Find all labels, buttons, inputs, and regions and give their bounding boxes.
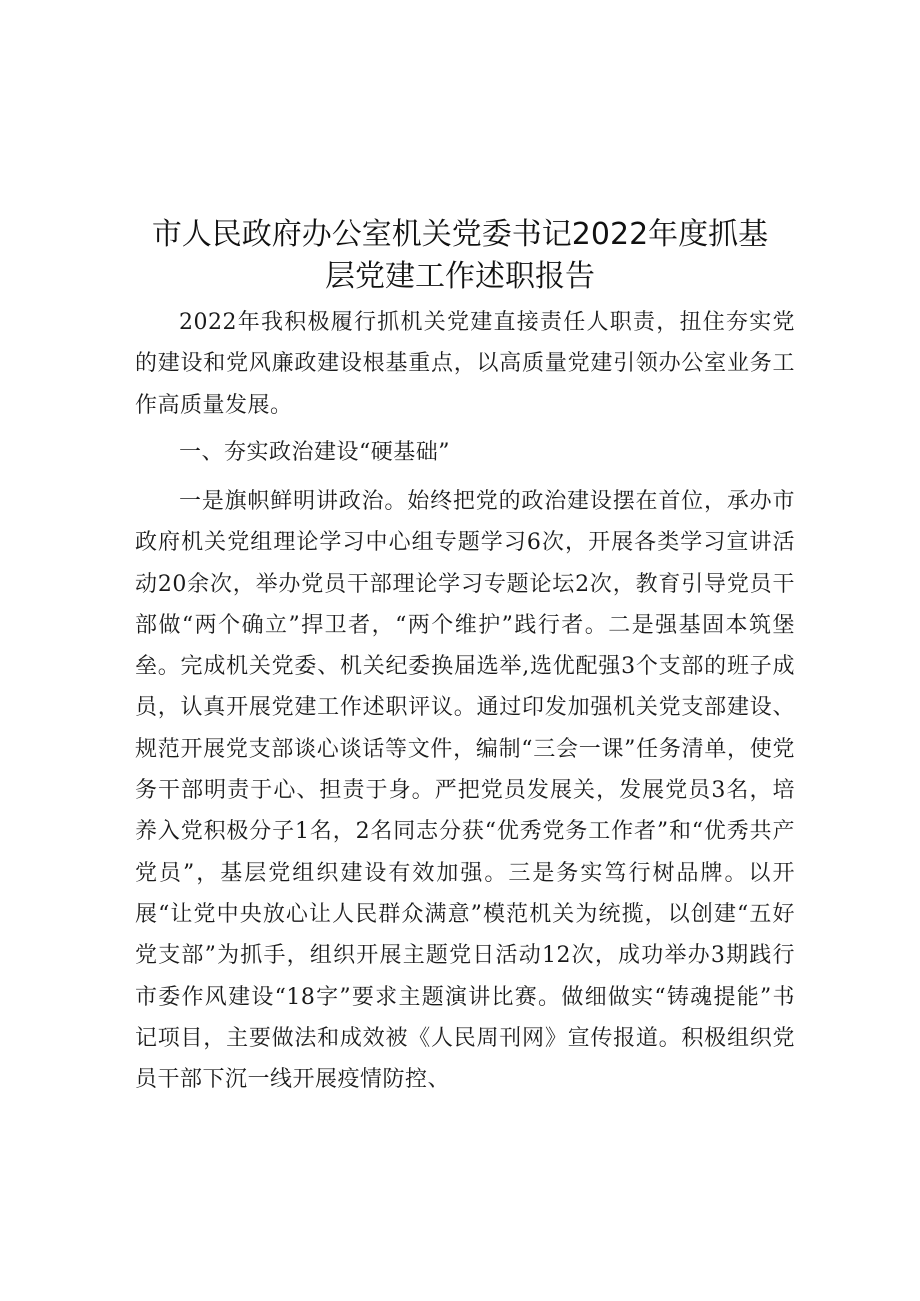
document-title-line-2: 层党建工作述职报告: [325, 259, 595, 294]
intro-paragraph: 2022年我积极履行抓机关党建直接责任人职责，扭住夯实党的建设和党风廉政建设根基重点，以高质量党建引领办公室业务工作高质量发展。: [135, 310, 795, 418]
section-1-heading: 一、夯实政治建设“硬基础”: [179, 440, 450, 465]
section-1-body: 一是旗帜鲜明讲政治。始终把党的政治建设摆在首位，承办市政府机关党组理论学习中心组专题学习6次，开展各类学习宣讲活动20余次，举办党员干部理论学习专题论坛2次，教育引导党员干部做“两个确立”捍卫者，“两个维护”践行者。二是强基固本筑堡垒。完成机关党委、机关纪委换届选举,选优配强3个支部的班子成员，认真开展党建工作述职评议。通过印发加强机关党支部建设、规范开展党支部谈心谈话等文件，编制“三会一课”任务清单，使党务干部明责于心、担责于身。严把党员发展关，发展党员3名，培养入党积极分子1名，2名同志分获“优秀党务工作者”和“优秀共产党员”，基层党组织建设有效加强。三是务实笃行树品牌。以开展“让党中央放心让人民群众满意”模范机关为统揽，以创建“五好党支部”为抓手，组织开展主题党日活动12次，成功举办3期践行市委作风建设“18字”要求主题演讲比赛。做细做实“铸魂提能”书记项目，主要做法和成效被《人民周刊网》宣传报道。积极组织党员干部下沉一线开展疫情防控、: [135, 489, 795, 1093]
document-title-line-1: 市人民政府办公室机关党委书记2022年度抓基: [151, 217, 769, 252]
